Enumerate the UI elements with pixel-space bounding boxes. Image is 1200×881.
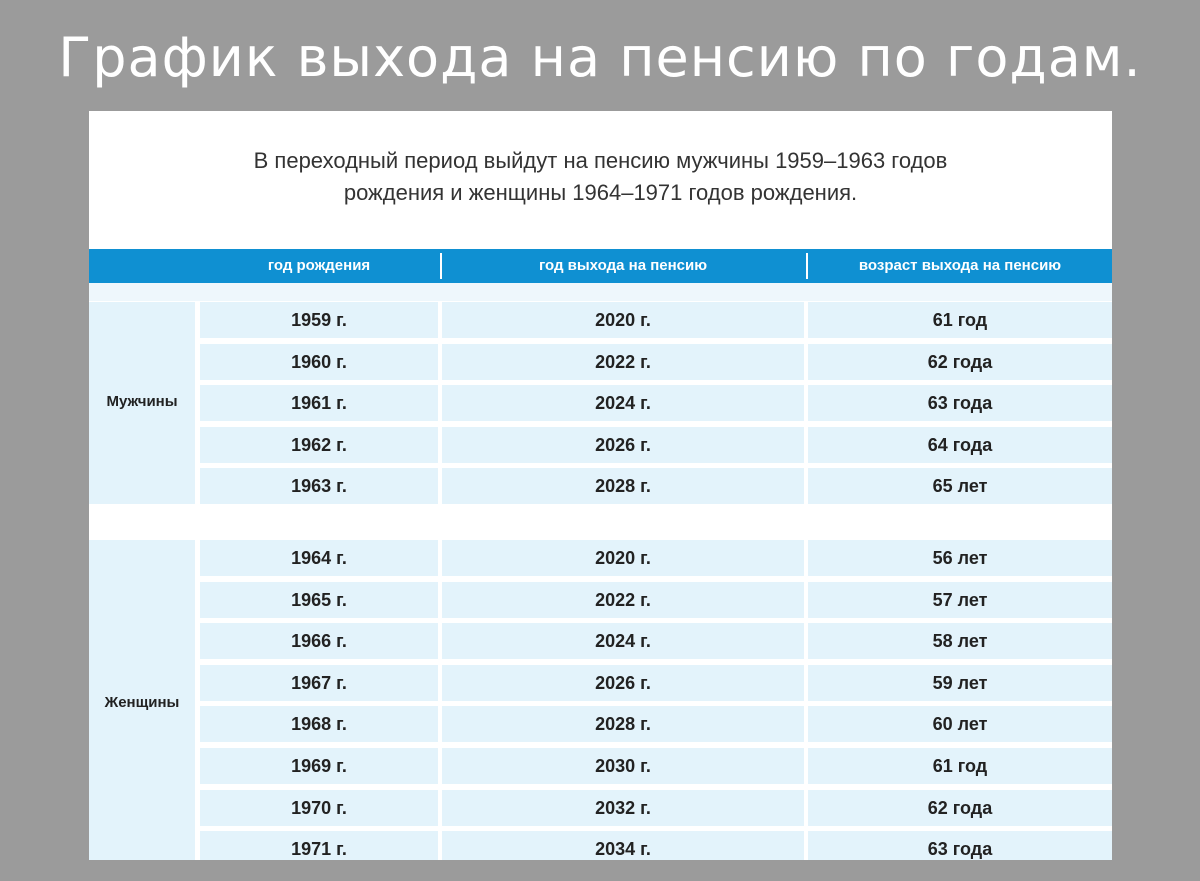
header-retirement-age: возраст выхода на пенсию bbox=[858, 257, 1062, 274]
cell-retirement-age: 57 лет bbox=[808, 582, 1112, 618]
table-row bbox=[89, 831, 1112, 860]
cell-birth-year: 1965 г. bbox=[200, 582, 438, 618]
table-row bbox=[89, 302, 1112, 338]
cell-retirement-age: 63 года bbox=[808, 385, 1112, 421]
cell-retirement-year: 2020 г. bbox=[442, 302, 804, 338]
cell-retirement-year: 2028 г. bbox=[442, 468, 804, 504]
table-row bbox=[89, 582, 1112, 618]
cell-birth-year: 1962 г. bbox=[200, 427, 438, 463]
cell-retirement-age: 64 года bbox=[808, 427, 1112, 463]
cell-retirement-age: 62 года bbox=[808, 790, 1112, 826]
cell-retirement-year: 2026 г. bbox=[442, 427, 804, 463]
cell-birth-year: 1966 г. bbox=[200, 623, 438, 659]
pension-table-card bbox=[89, 111, 1112, 860]
intro-line-1: В переходный период выйдут на пенсию мужчины 1959–1963 годов bbox=[253, 148, 948, 173]
cell-retirement-age: 61 год bbox=[808, 748, 1112, 784]
cell-retirement-age: 58 лет bbox=[808, 623, 1112, 659]
group-label: Женщины bbox=[104, 693, 180, 711]
table-row bbox=[89, 344, 1112, 380]
cell-retirement-year: 2030 г. bbox=[442, 748, 804, 784]
table-row bbox=[89, 468, 1112, 504]
header-retirement-year: год выхода на пенсию bbox=[538, 257, 708, 274]
page-title: График выхода на пенсию по годам. bbox=[58, 26, 1142, 89]
table-header bbox=[89, 249, 1112, 283]
cell-retirement-age: 60 лет bbox=[808, 706, 1112, 742]
cell-retirement-age: 61 год bbox=[808, 302, 1112, 338]
intro-text bbox=[89, 145, 1112, 209]
cell-birth-year: 1971 г. bbox=[200, 831, 438, 860]
cell-retirement-year: 2024 г. bbox=[442, 623, 804, 659]
cell-retirement-age: 56 лет bbox=[808, 540, 1112, 576]
cell-retirement-age: 59 лет bbox=[808, 665, 1112, 701]
cell-birth-year: 1967 г. bbox=[200, 665, 438, 701]
table-row bbox=[89, 706, 1112, 742]
cell-retirement-year: 2022 г. bbox=[442, 344, 804, 380]
table-row bbox=[89, 540, 1112, 576]
intro-line-2: рождения и женщины 1964–1971 годов рождения. bbox=[343, 180, 858, 205]
cell-retirement-age: 63 года bbox=[808, 831, 1112, 860]
cell-birth-year: 1959 г. bbox=[200, 302, 438, 338]
cell-birth-year: 1964 г. bbox=[200, 540, 438, 576]
cell-birth-year: 1970 г. bbox=[200, 790, 438, 826]
cell-retirement-year: 2024 г. bbox=[442, 385, 804, 421]
table-row bbox=[89, 623, 1112, 659]
header-spacer bbox=[89, 283, 1112, 301]
table-row bbox=[89, 385, 1112, 421]
cell-retirement-age: 65 лет bbox=[808, 468, 1112, 504]
cell-birth-year: 1961 г. bbox=[200, 385, 438, 421]
group-label: Мужчины bbox=[106, 393, 178, 410]
header-birth-year: год рождения bbox=[267, 257, 371, 274]
cell-retirement-year: 2034 г. bbox=[442, 831, 804, 860]
cell-retirement-year: 2020 г. bbox=[442, 540, 804, 576]
table-row bbox=[89, 748, 1112, 784]
cell-retirement-year: 2026 г. bbox=[442, 665, 804, 701]
table-row bbox=[89, 665, 1112, 701]
table-row bbox=[89, 427, 1112, 463]
cell-retirement-year: 2022 г. bbox=[442, 582, 804, 618]
cell-retirement-year: 2032 г. bbox=[442, 790, 804, 826]
cell-retirement-age: 62 года bbox=[808, 344, 1112, 380]
table-row bbox=[89, 790, 1112, 826]
cell-birth-year: 1968 г. bbox=[200, 706, 438, 742]
cell-retirement-year: 2028 г. bbox=[442, 706, 804, 742]
cell-birth-year: 1969 г. bbox=[200, 748, 438, 784]
cell-birth-year: 1960 г. bbox=[200, 344, 438, 380]
cell-birth-year: 1963 г. bbox=[200, 468, 438, 504]
